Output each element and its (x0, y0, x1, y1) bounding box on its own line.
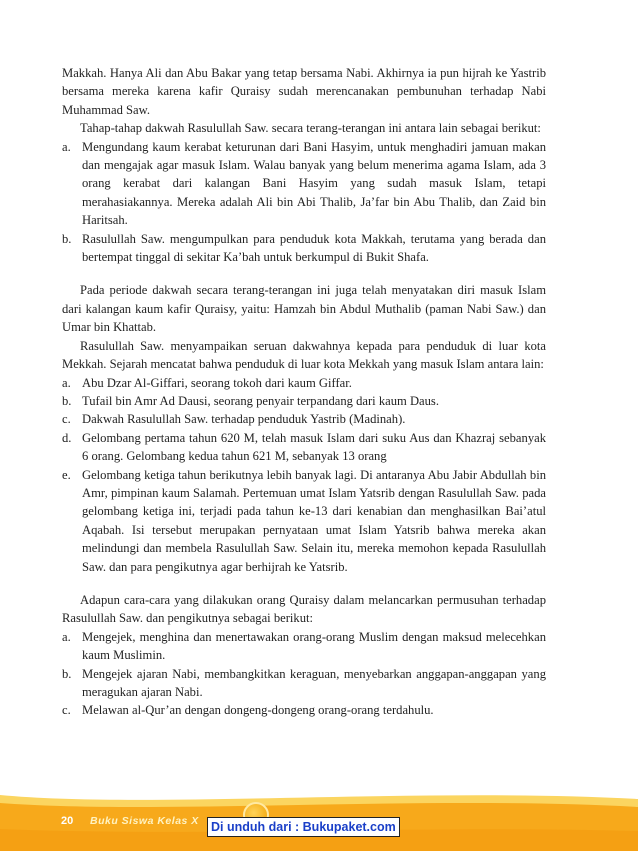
list-item: c. Dakwah Rasulullah Saw. terhadap penduduk Yastrib (Madinah). (62, 412, 406, 427)
list-item: a. Mengejek, menghina dan menertawakan orang-orang Muslim dengan maksud melecehkan kaum Muslimin. (62, 629, 546, 663)
list-item: b. Rasulullah Saw. mengumpulkan para penduduk kota Makkah, terutama yang berada dan bertempat tinggal di sekitar Ka’bah untuk berkumpul di Bukit Shafa. (62, 231, 546, 265)
paragraph-masuk-islam: Pada periode dakwah secara terang-terangan ini juga telah menyatakan diri masuk Islam dari kalangan kaum kafir Quraisy, yaitu: Hamzah bin Abdul Muthalib (paman Nabi Saw.) dan Umar bin Khattab. (62, 283, 546, 335)
list-item: e. Gelombang ketiga tahun berikutnya lebih banyak lagi. Di antaranya Abu Jabir Abdullah bin Amr, pimpinan kaum Salamah. Pertemuan umat Islam Yatsrib dengan Rasulullah Saw. pada gelombang ketiga ini, terjadi pada tahun ke-13 dari kenabian dan menghasilkan Bai’atul Aqabah. Isi tersebut merupakan pernyataan umat Islam Yatsrib bahwa mereka akan melindungi dan membela Rasulullah Saw. Selain itu, mereka memohon kepada Rasulullah Saw. dan para pengikutnya agar berhijrah ke Yatsrib. (62, 467, 546, 574)
book-title: Buku Siswa Kelas X (90, 815, 199, 827)
download-source-label[interactable]: Di unduh dari : Bukupaket.com (207, 817, 400, 837)
paragraph-luar-kota: Rasulullah Saw. menyampaikan seruan dakwahnya kepada para penduduk di luar kota Mekkah. Sejarah mencatat bahwa penduduk di luar kota Mekkah yang masuk Islam antara lain: (62, 338, 546, 372)
page-number: 20 (61, 815, 74, 827)
list-item: d. Gelombang pertama tahun 620 M, telah masuk Islam dari suku Aus dan Khazraj sebanyak 6 orang. Gelombang kedua tahun 621 M, sebanyak 13 orang (62, 430, 546, 464)
paragraph-permusuhan: Adapun cara-cara yang dilakukan orang Quraisy dalam melancarkan permusuhan terhadap Rasulullah Saw. dan pengikutnya sebagai berikut: (62, 592, 546, 626)
paragraph-tahap-dakwah: Tahap-tahap dakwah Rasulullah Saw. secara terang-terangan ini antara lain sebagai berikut: (80, 121, 541, 136)
list-item: c. Melawan al-Qur’an dengan dongeng-dongeng orang-orang terdahulu. (62, 703, 434, 718)
list-tahap-dakwah (62, 138, 546, 267)
list-cara-quraisy (62, 628, 546, 720)
paragraph-continuation: Makkah. Hanya Ali dan Abu Bakar yang tetap bersama Nabi. Akhirnya ia pun hijrah ke Yastrib bersama mereka karena kafir Quraisy sudah merencanakan pembunuhan terhadap Nabi Muhammad Saw. (62, 66, 546, 117)
list-item: a. Abu Dzar Al-Giffari, seorang tokoh dari kaum Giffar. (62, 375, 352, 390)
list-item: b. Mengejek ajaran Nabi, membangkitkan keraguan, menyebarkan anggapan-anggapan yang meragukan ajaran Nabi. (62, 666, 546, 699)
list-item: a. Mengundang kaum kerabat keturunan dari Bani Hasyim, untuk menghadiri jamuan makan dan mengajak agar masuk Islam. Walau banyak yang belum menerima agama Islam, ada 3 orang kerabat dari kalangan Bani Hasyim yang sudah masuk Islam, tetapi merahasiakannya. Mereka adalah Ali bin Abi Thalib, Ja’far bin Abu Thalib, dan Zaid bin Haritsah. (62, 139, 546, 228)
page-body (62, 64, 546, 720)
list-item: b. Tufail bin Amr Ad Dausi, seorang penyair terpandang dari kaum Daus. (62, 393, 439, 408)
list-penduduk-luar-kota (62, 374, 546, 576)
